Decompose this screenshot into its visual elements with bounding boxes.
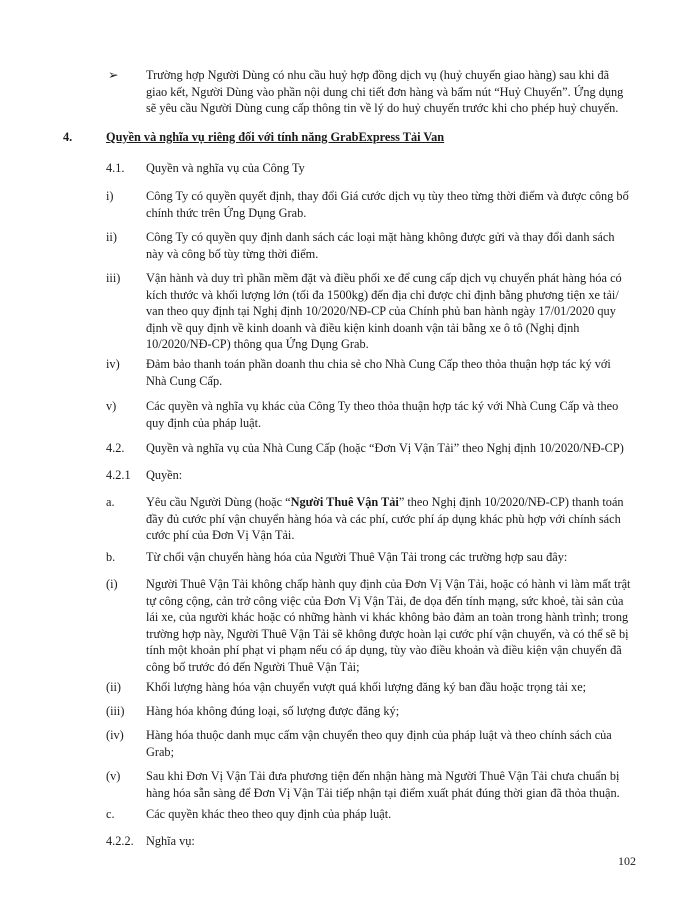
- sub-list-item: Khối lượng hàng hóa vận chuyển vượt quá khối lượng đăng ký ban đầu hoặc trọng tải xe;: [146, 680, 587, 694]
- item-label: a.: [106, 495, 115, 509]
- section-4-2-2-title: Nghĩa vụ:: [146, 834, 195, 848]
- section-4-2-1-number: 4.2.1: [106, 468, 131, 482]
- list-item: Công Ty có quyền quy định danh sách các loại mặt hàng không được gửi và thay đổi danh sách này và công bố tùy từng thời điểm.: [146, 230, 615, 261]
- section-4-1-title: Quyền và nghĩa vụ của Công Ty: [146, 161, 305, 175]
- subitem-label: (iv): [106, 728, 124, 742]
- subitem-label: (i): [106, 577, 118, 591]
- item-label: b.: [106, 550, 116, 564]
- list-item: Đảm bảo thanh toán phần doanh thu chia sẻ cho Nhà Cung Cấp theo thỏa thuận hợp tác ký với Nhà Cung Cấp.: [146, 357, 611, 388]
- item-label: i): [106, 189, 114, 203]
- section-4-1-number: 4.1.: [106, 161, 125, 175]
- sub-list-item: Sau khi Đơn Vị Vận Tải đưa phương tiện đến nhận hàng mà Người Thuê Vận Tải chưa chuẩn bị hàng hóa sẵn sàng để Đơn Vị Vận Tải tiếp nhận tại điểm xuất phát đúng thời gian đã thỏa thuận.: [146, 769, 620, 800]
- item-label: iii): [106, 271, 121, 285]
- list-item: Các quyền khác theo theo quy định của pháp luật.: [146, 807, 392, 821]
- subitem-label: (ii): [106, 680, 122, 694]
- list-item: Vận hành và duy trì phần mềm đặt và điều phối xe để cung cấp dịch vụ chuyển phát hàng hóa có kích thước và khối lượng lớn (tối đa 1500kg) đến địa chỉ được chỉ định bằng phương tiện xe tải/ van theo quy định tại Nghị định 10/2020/NĐ-CP của Chính phủ ban hành ngày 17/01/2020 quy định về quy định về kinh doanh và điều kiện kinh doanh vận tải bằng xe ô tô (Nghị định 10/2020/NĐ-CP) thông qua Ứng Dụng Grab.: [146, 271, 622, 351]
- list-item: Công Ty có quyền quyết định, thay đổi Giá cước dịch vụ tùy theo từng thời điểm và được công bố chính thức trên Ứng Dụng Grab.: [146, 189, 629, 220]
- list-item: [146, 494, 633, 544]
- section-4-2-number: 4.2.: [106, 441, 125, 455]
- list-item: Từ chối vận chuyển hàng hóa của Người Thuê Vận Tải trong các trường hợp sau đây:: [146, 550, 568, 564]
- item-label: ii): [106, 230, 117, 244]
- subitem-label: (v): [106, 769, 121, 783]
- sub-list-item: Hàng hóa thuộc danh mục cấm vận chuyển theo quy định của pháp luật và theo chính sách của Grab;: [146, 728, 612, 759]
- sub-list-item: Người Thuê Vận Tải không chấp hành quy định của Đơn Vị Vận Tải, hoặc có hành vi làm mất trật tự công cộng, cản trở công việc của Đơn Vị Vận Tải, đe dọa đến tính mạng, sức khoẻ, tài sản của lái xe, của người khác hoặc có những hành vi khác không bảo đảm an toàn trong hành trình; trong trường hợp này, Người Thuê Vận Tải sẽ không được hoàn lại cước phí vận chuyển, và có thể sẽ bị tính một khoản phí phạt vi phạm nếu có áp dụng, tùy vào điều khoản và điều kiện vận chuyển đã công bố trước đó đến Người Thuê Vận Tải;: [146, 577, 631, 674]
- item-a-text-end: ” theo Nghị định 10/2020/NĐ-CP) thanh toán đầy đủ cước phí vận chuyển hàng hóa và các phí, cước phí áp dụng khác phù hợp với chính sách cước phí của Đơn Vị Vận Tải.: [146, 495, 624, 542]
- item-a-bold-term: Người Thuê Vận Tải: [290, 495, 399, 509]
- section-4-title: Quyền và nghĩa vụ riêng đối với tính năng GrabExpress Tải Van: [106, 130, 445, 144]
- section-4-2-1-title: Quyền:: [146, 468, 183, 482]
- page-number: 102: [618, 854, 636, 868]
- list-item: Các quyền và nghĩa vụ khác của Công Ty theo thỏa thuận hợp tác ký với Nhà Cung Cấp và theo quy định của pháp luật.: [146, 399, 619, 430]
- section-4-2-title: Quyền và nghĩa vụ của Nhà Cung Cấp (hoặc “Đơn Vị Vận Tải” theo Nghị định 10/2020/NĐ-CP): [146, 441, 624, 455]
- item-a-text-start: Yêu cầu Người Dùng (hoặc “: [146, 495, 291, 509]
- bullet-paragraph: Trường hợp Người Dùng có nhu cầu huỷ hợp đồng dịch vụ (huỷ chuyến giao hàng) sau khi đã giao kết, Người Dùng vào phần nội dung chi tiết đơn hàng và bấm nút “Huỷ Chuyến”. Ứng dụng sẽ yêu cầu Người Dùng cung cấp thông tin về lý do huỷ chuyến trước khi cho phép huỷ chuyến.: [146, 68, 624, 115]
- item-label: c.: [106, 807, 115, 821]
- bullet-arrow-icon: ➢: [108, 68, 119, 82]
- item-label: iv): [106, 357, 120, 371]
- section-4-2-2-number: 4.2.2.: [106, 834, 134, 848]
- item-label: v): [106, 399, 117, 413]
- sub-list-item: Hàng hóa không đúng loại, số lượng được đăng ký;: [146, 704, 400, 718]
- section-4-number: 4.: [63, 130, 73, 144]
- subitem-label: (iii): [106, 704, 125, 718]
